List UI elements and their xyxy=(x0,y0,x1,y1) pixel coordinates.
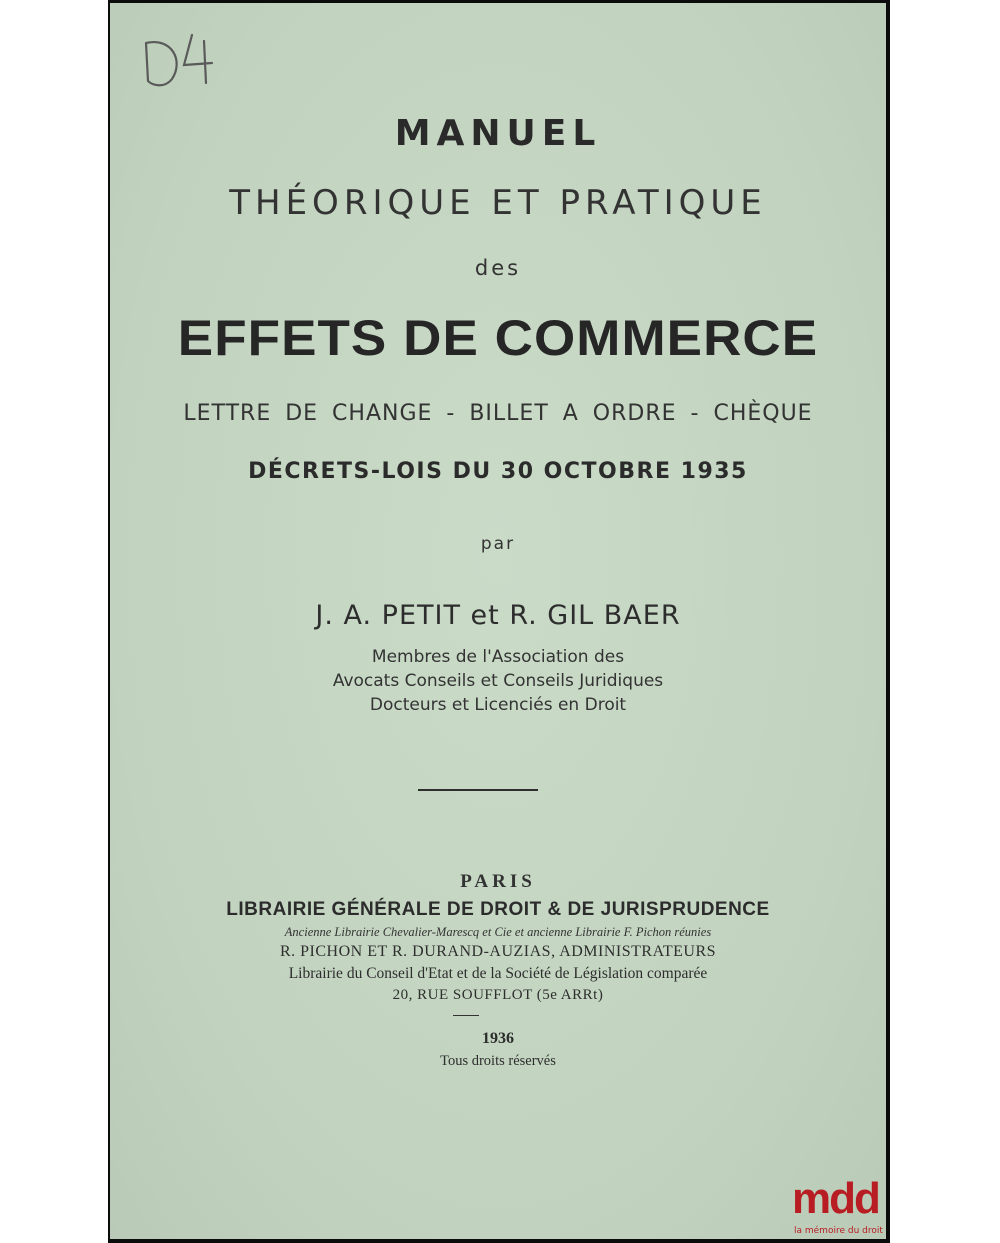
title-line-des: des xyxy=(474,256,522,280)
imprint-city: PARIS xyxy=(460,871,536,892)
mdd-logo-letters: mdd xyxy=(792,1174,879,1223)
subtitle: LETTRE DE CHANGE - BILLET A ORDRE - CHÈQUE xyxy=(183,401,813,426)
divider xyxy=(418,789,538,791)
publisher-name: LIBRAIRIE GÉNÉRALE DE DROIT & DE JURISPRUDENCE xyxy=(226,899,770,920)
affiliation-line: Avocats Conseils et Conseils Juridiques xyxy=(332,671,664,691)
librairie-conseil: Librairie du Conseil d'Etat et de la Société de Législation comparée xyxy=(288,965,708,982)
title-line-theorique: THÉORIQUE ET PRATIQUE xyxy=(229,183,767,223)
publication-year: 1936 xyxy=(482,1030,514,1047)
divider xyxy=(453,1015,479,1016)
former-names: Ancienne Librairie Chevalier-Marescq et Cie et ancienne Librairie F. Pichon réunies xyxy=(284,925,712,939)
administrators: R. PICHON ET R. DURAND-AUZIAS, ADMINISTRATEURS xyxy=(279,943,717,960)
main-title: EFFETS DE COMMERCE xyxy=(177,310,819,366)
title-line-manuel: MANUEL xyxy=(394,113,602,154)
book-cover xyxy=(110,3,886,1239)
mdd-tagline: la mémoire du droit xyxy=(794,1226,883,1236)
affiliation-line: Membres de l'Association des xyxy=(371,647,625,667)
handwritten-mark-d4 xyxy=(132,21,222,101)
by-label: par xyxy=(480,534,516,554)
rights-notice: Tous droits réservés xyxy=(440,1053,556,1069)
decrets-line: DÉCRETS-LOIS DU 30 OCTOBRE 1935 xyxy=(248,459,748,484)
publisher-address: 20, RUE SOUFFLOT (5e ARRt) xyxy=(392,987,604,1003)
authors: J. A. PETIT et R. GIL BAER xyxy=(315,600,681,631)
affiliation-line: Docteurs et Licenciés en Droit xyxy=(369,695,627,715)
mdd-watermark-logo xyxy=(790,1176,894,1240)
